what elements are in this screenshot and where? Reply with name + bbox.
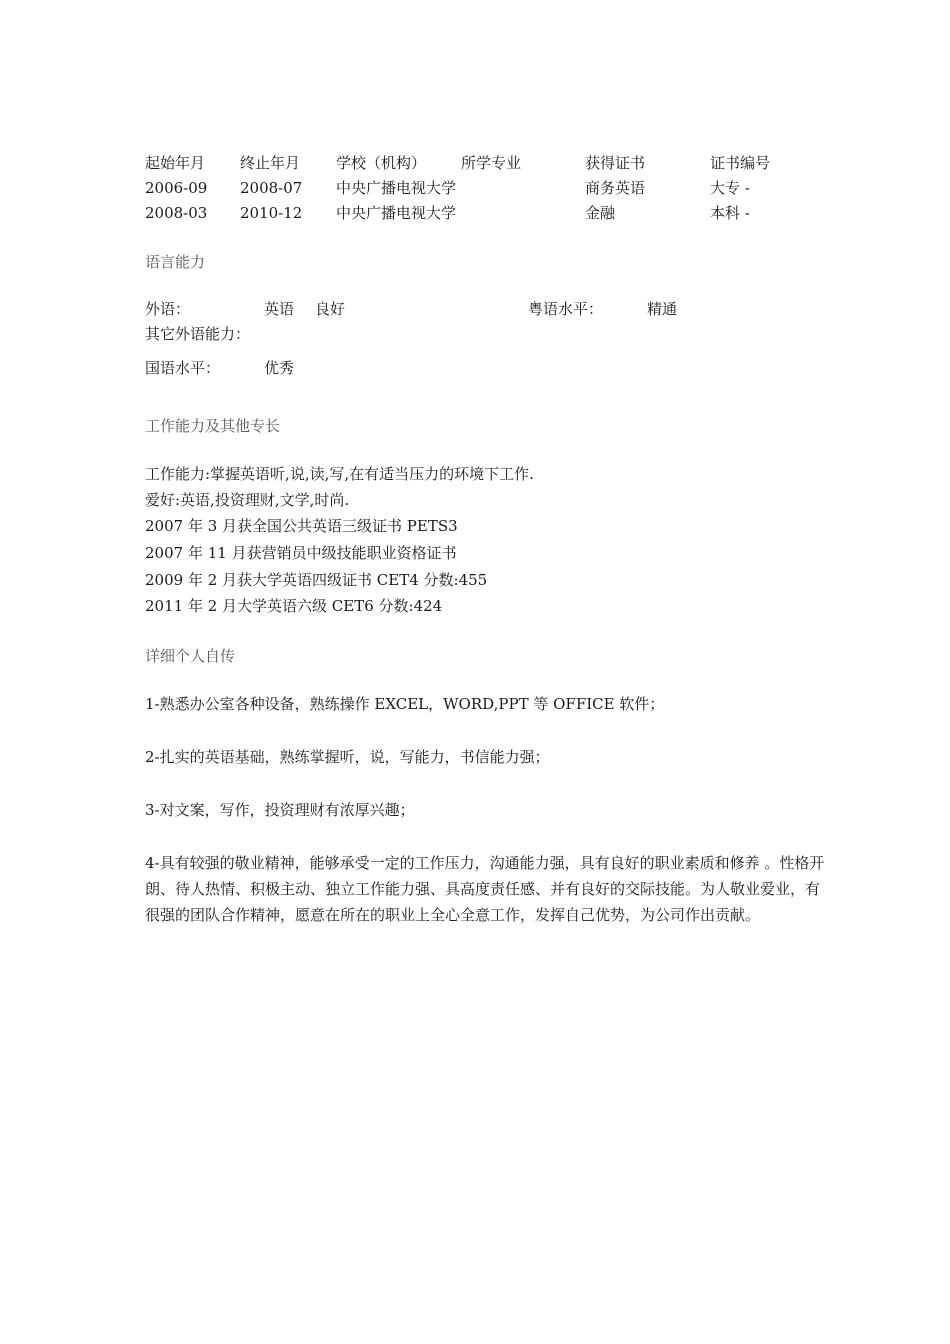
mandarin-label: 国语水平： <box>145 359 221 377</box>
mandarin-level: 优秀 <box>264 359 295 377</box>
row1-school: 中央广播电视大学 <box>336 179 457 197</box>
header-certificate-number: 证书编号 <box>710 154 771 172</box>
row2-certificate: 金融 <box>585 204 616 222</box>
header-start-date: 起始年月 <box>145 154 206 172</box>
bio-paragraph-4: 4-具有较强的敬业精神，能够承受一定的工作压力，沟通能力强，具有良好的职业素质和修养 。性格开朗、待人热情、积极主动、独立工作能力强、具高度责任感、并有良好的交际技能。为人敬业爱业，有很强的团队合作精神，愿意在所在的职业上全心全意工作，发挥自己优势，为公司作出贡献。 <box>145 854 825 924</box>
row2-certificate-number: 本科 - <box>710 204 750 222</box>
skills-line: 2011 年 2 月大学英语六级 CET6 分数:424 <box>145 597 443 615</box>
skills-line: 爱好:英语,投资理财,文学,时尚. <box>145 491 350 509</box>
bio-paragraph-1: 1-熟悉办公室各种设备，熟练操作 EXCEL，WORD,PPT 等 OFFICE 软件； <box>145 695 665 713</box>
skills-line: 2009 年 2 月获大学英语四级证书 CET4 分数:455 <box>145 571 488 589</box>
foreign-language-level: 良好 <box>315 300 346 318</box>
bio-heading: 详细个人自传 <box>145 647 236 665</box>
bio-paragraph-2: 2-扎实的英语基础，熟练掌握听，说，写能力，书信能力强； <box>145 748 550 766</box>
header-major: 所学专业 <box>461 154 522 172</box>
row2-school: 中央广播电视大学 <box>336 204 457 222</box>
header-end-date: 终止年月 <box>240 154 301 172</box>
row2-start-date: 2008-03 <box>145 204 208 222</box>
row1-end-date: 2008-07 <box>240 179 303 197</box>
bio-paragraph-3: 3-对文案，写作，投资理财有浓厚兴趣； <box>145 801 415 819</box>
skills-heading: 工作能力及其他专长 <box>145 417 281 435</box>
header-certificate: 获得证书 <box>585 154 646 172</box>
row1-certificate-number: 大专 - <box>710 179 750 197</box>
cantonese-label: 粤语水平： <box>528 300 604 318</box>
header-school: 学校（机构） <box>336 154 427 172</box>
row1-start-date: 2006-09 <box>145 179 208 197</box>
other-language-label: 其它外语能力： <box>145 325 251 343</box>
row2-end-date: 2010-12 <box>240 204 303 222</box>
language-heading: 语言能力 <box>145 253 206 271</box>
skills-line: 2007 年 11 月获营销员中级技能职业资格证书 <box>145 544 457 562</box>
skills-line: 工作能力:掌握英语听,说,读,写,在有适当压力的环境下工作. <box>145 465 534 483</box>
foreign-language-label: 外语： <box>145 300 191 318</box>
row1-certificate: 商务英语 <box>585 179 646 197</box>
foreign-language-name: 英语 <box>264 300 295 318</box>
cantonese-level: 精通 <box>647 300 678 318</box>
skills-line: 2007 年 3 月获全国公共英语三级证书 PETS3 <box>145 517 458 535</box>
